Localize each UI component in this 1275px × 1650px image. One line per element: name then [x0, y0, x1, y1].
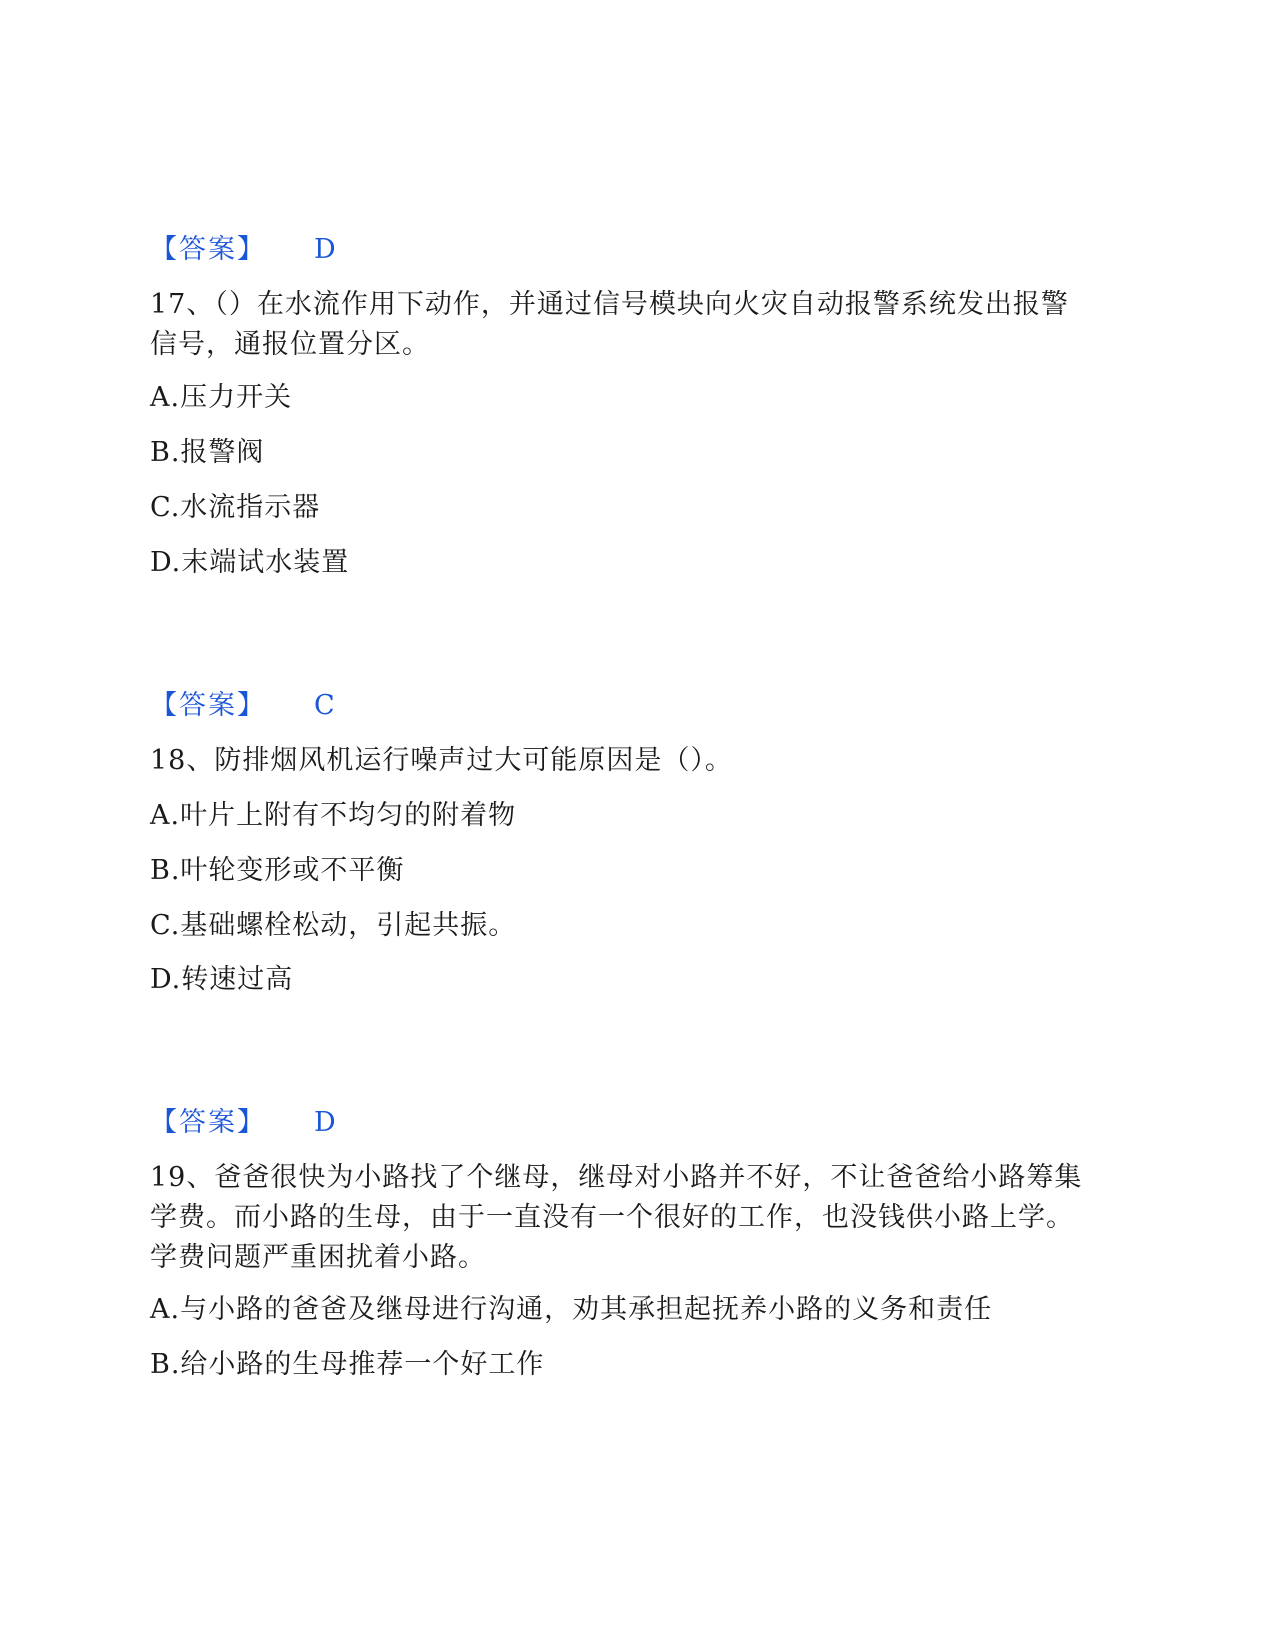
answer-row-q16: [150, 230, 336, 270]
answer-value: C: [314, 690, 335, 721]
question-19-option-b: B.给小路的生母推荐一个好工作: [150, 1349, 545, 1380]
answer-value: D: [314, 1107, 336, 1138]
question-18-option-c: C.基础螺栓松动，引起共振。: [150, 910, 517, 941]
answer-row-q17: [150, 686, 335, 726]
question-19-option-a: A.与小路的爸爸及继母进行沟通，劝其承担起抚养小路的义务和责任: [150, 1294, 993, 1325]
question-17-stem-line-1: 17、（）在水流作用下动作，并通过信号模块向火灾自动报警系统发出报警: [150, 289, 1069, 320]
question-17-stem-line-2: 信号，通报位置分区。: [150, 329, 430, 360]
question-19-stem-line-1: 19、爸爸很快为小路找了个继母，继母对小路并不好，不让爸爸给小路筹集: [150, 1162, 1083, 1193]
question-17-option-b: B.报警阀: [150, 437, 265, 468]
question-18-stem: 18、防排烟风机运行噪声过大可能原因是（）。: [150, 745, 733, 776]
answer-value: D: [314, 234, 336, 265]
question-18-option-b: B.叶轮变形或不平衡: [150, 855, 405, 886]
answer-label: 【答案】: [150, 690, 266, 721]
question-18-option-d: D.转速过高: [150, 964, 294, 995]
question-19-stem-line-2: 学费。而小路的生母，由于一直没有一个很好的工作，也没钱供小路上学。: [150, 1202, 1074, 1233]
answer-label: 【答案】: [150, 1107, 266, 1138]
question-17-option-a: A.压力开关: [150, 382, 293, 413]
question-19-stem-line-3: 学费问题严重困扰着小路。: [150, 1242, 486, 1273]
answer-label: 【答案】: [150, 234, 266, 265]
question-17-option-d: D.末端试水装置: [150, 547, 350, 578]
answer-row-q18: [150, 1103, 336, 1143]
question-18-option-a: A.叶片上附有不均匀的附着物: [150, 800, 517, 831]
question-17-option-c: C.水流指示器: [150, 492, 321, 523]
